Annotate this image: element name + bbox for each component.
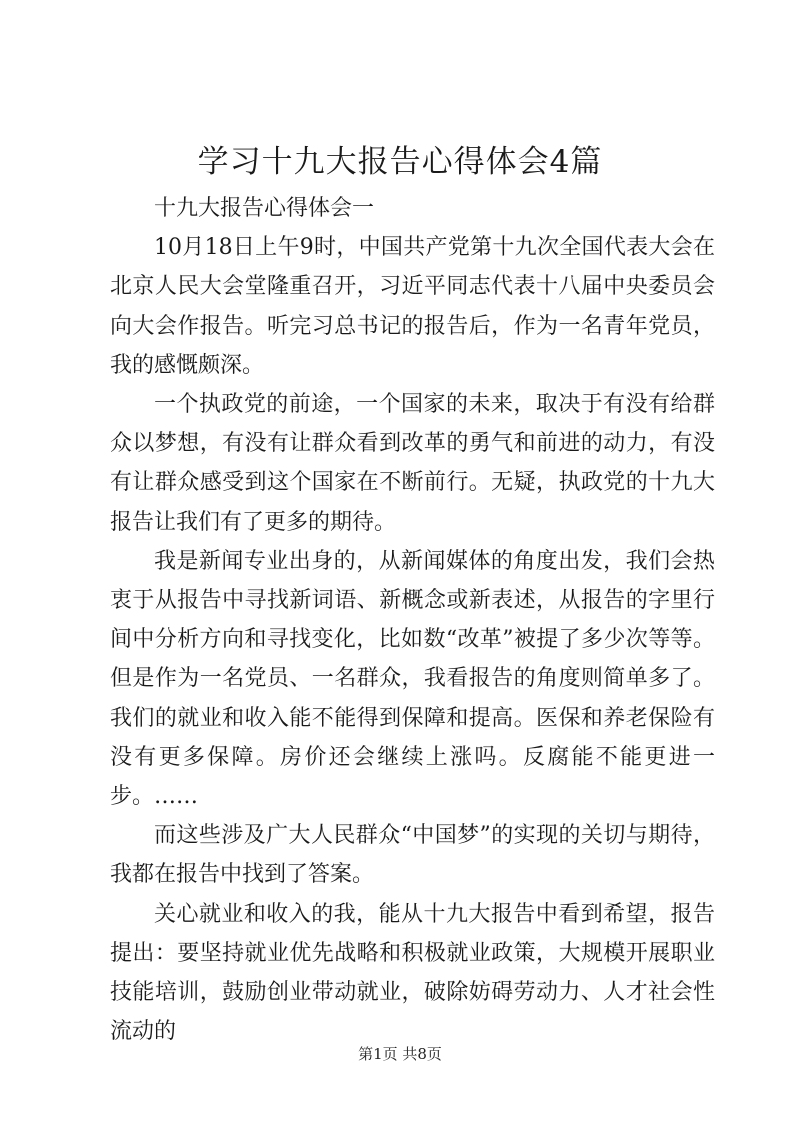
page-number-footer: 第1页 共8页 <box>358 1045 442 1063</box>
paragraph: 关心就业和收入的我，能从十九大报告中看到希望，报告提出：要坚持就业优先战略和积极就业政策，大规模开展职业技能培训，鼓励创业带动就业，破除妨碍劳动力、人才社会性流动的 <box>110 901 715 1045</box>
paragraph: 而这些涉及广大人民群众“中国梦”的实现的关切与期待，我都在报告中找到了答案。 <box>110 823 715 888</box>
paragraph: 10月18日上午9时，中国共产党第十九次全国代表大会在北京人民大会堂隆重召开，习近平同志代表十八届中央委员会向大会作报告。听完习总书记的报告后，作为一名青年党员，我的感慨颇深。 <box>110 235 715 378</box>
paragraph: 我是新闻专业出身的，从新闻媒体的角度出发，我们会热衷于从报告中寻找新词语、新概念或新表述，从报告的字里行间中分析方向和寻找变化，比如数“改革”被提了多少次等等。但是作为一名党员、一名群众，我看报告的角度则简单多了。我们的就业和收入能不能得到保障和提高。医保和养老保险有没有更多保障。房价还会继续上涨吗。反腐能不能更进一步。…… <box>110 548 715 810</box>
document-body <box>110 189 715 1051</box>
section-heading: 十九大报告心得体会一 <box>154 196 375 221</box>
paragraph: 一个执政党的前途，一个国家的未来，取决于有没有给群众以梦想，有没有让群众看到改革的勇气和前进的动力，有没有让群众感受到这个国家在不断前行。无疑，执政党的十九大报告让我们有了更多的期待。 <box>110 392 715 535</box>
page-title: 学习十九大报告心得体会4篇 <box>197 144 603 180</box>
